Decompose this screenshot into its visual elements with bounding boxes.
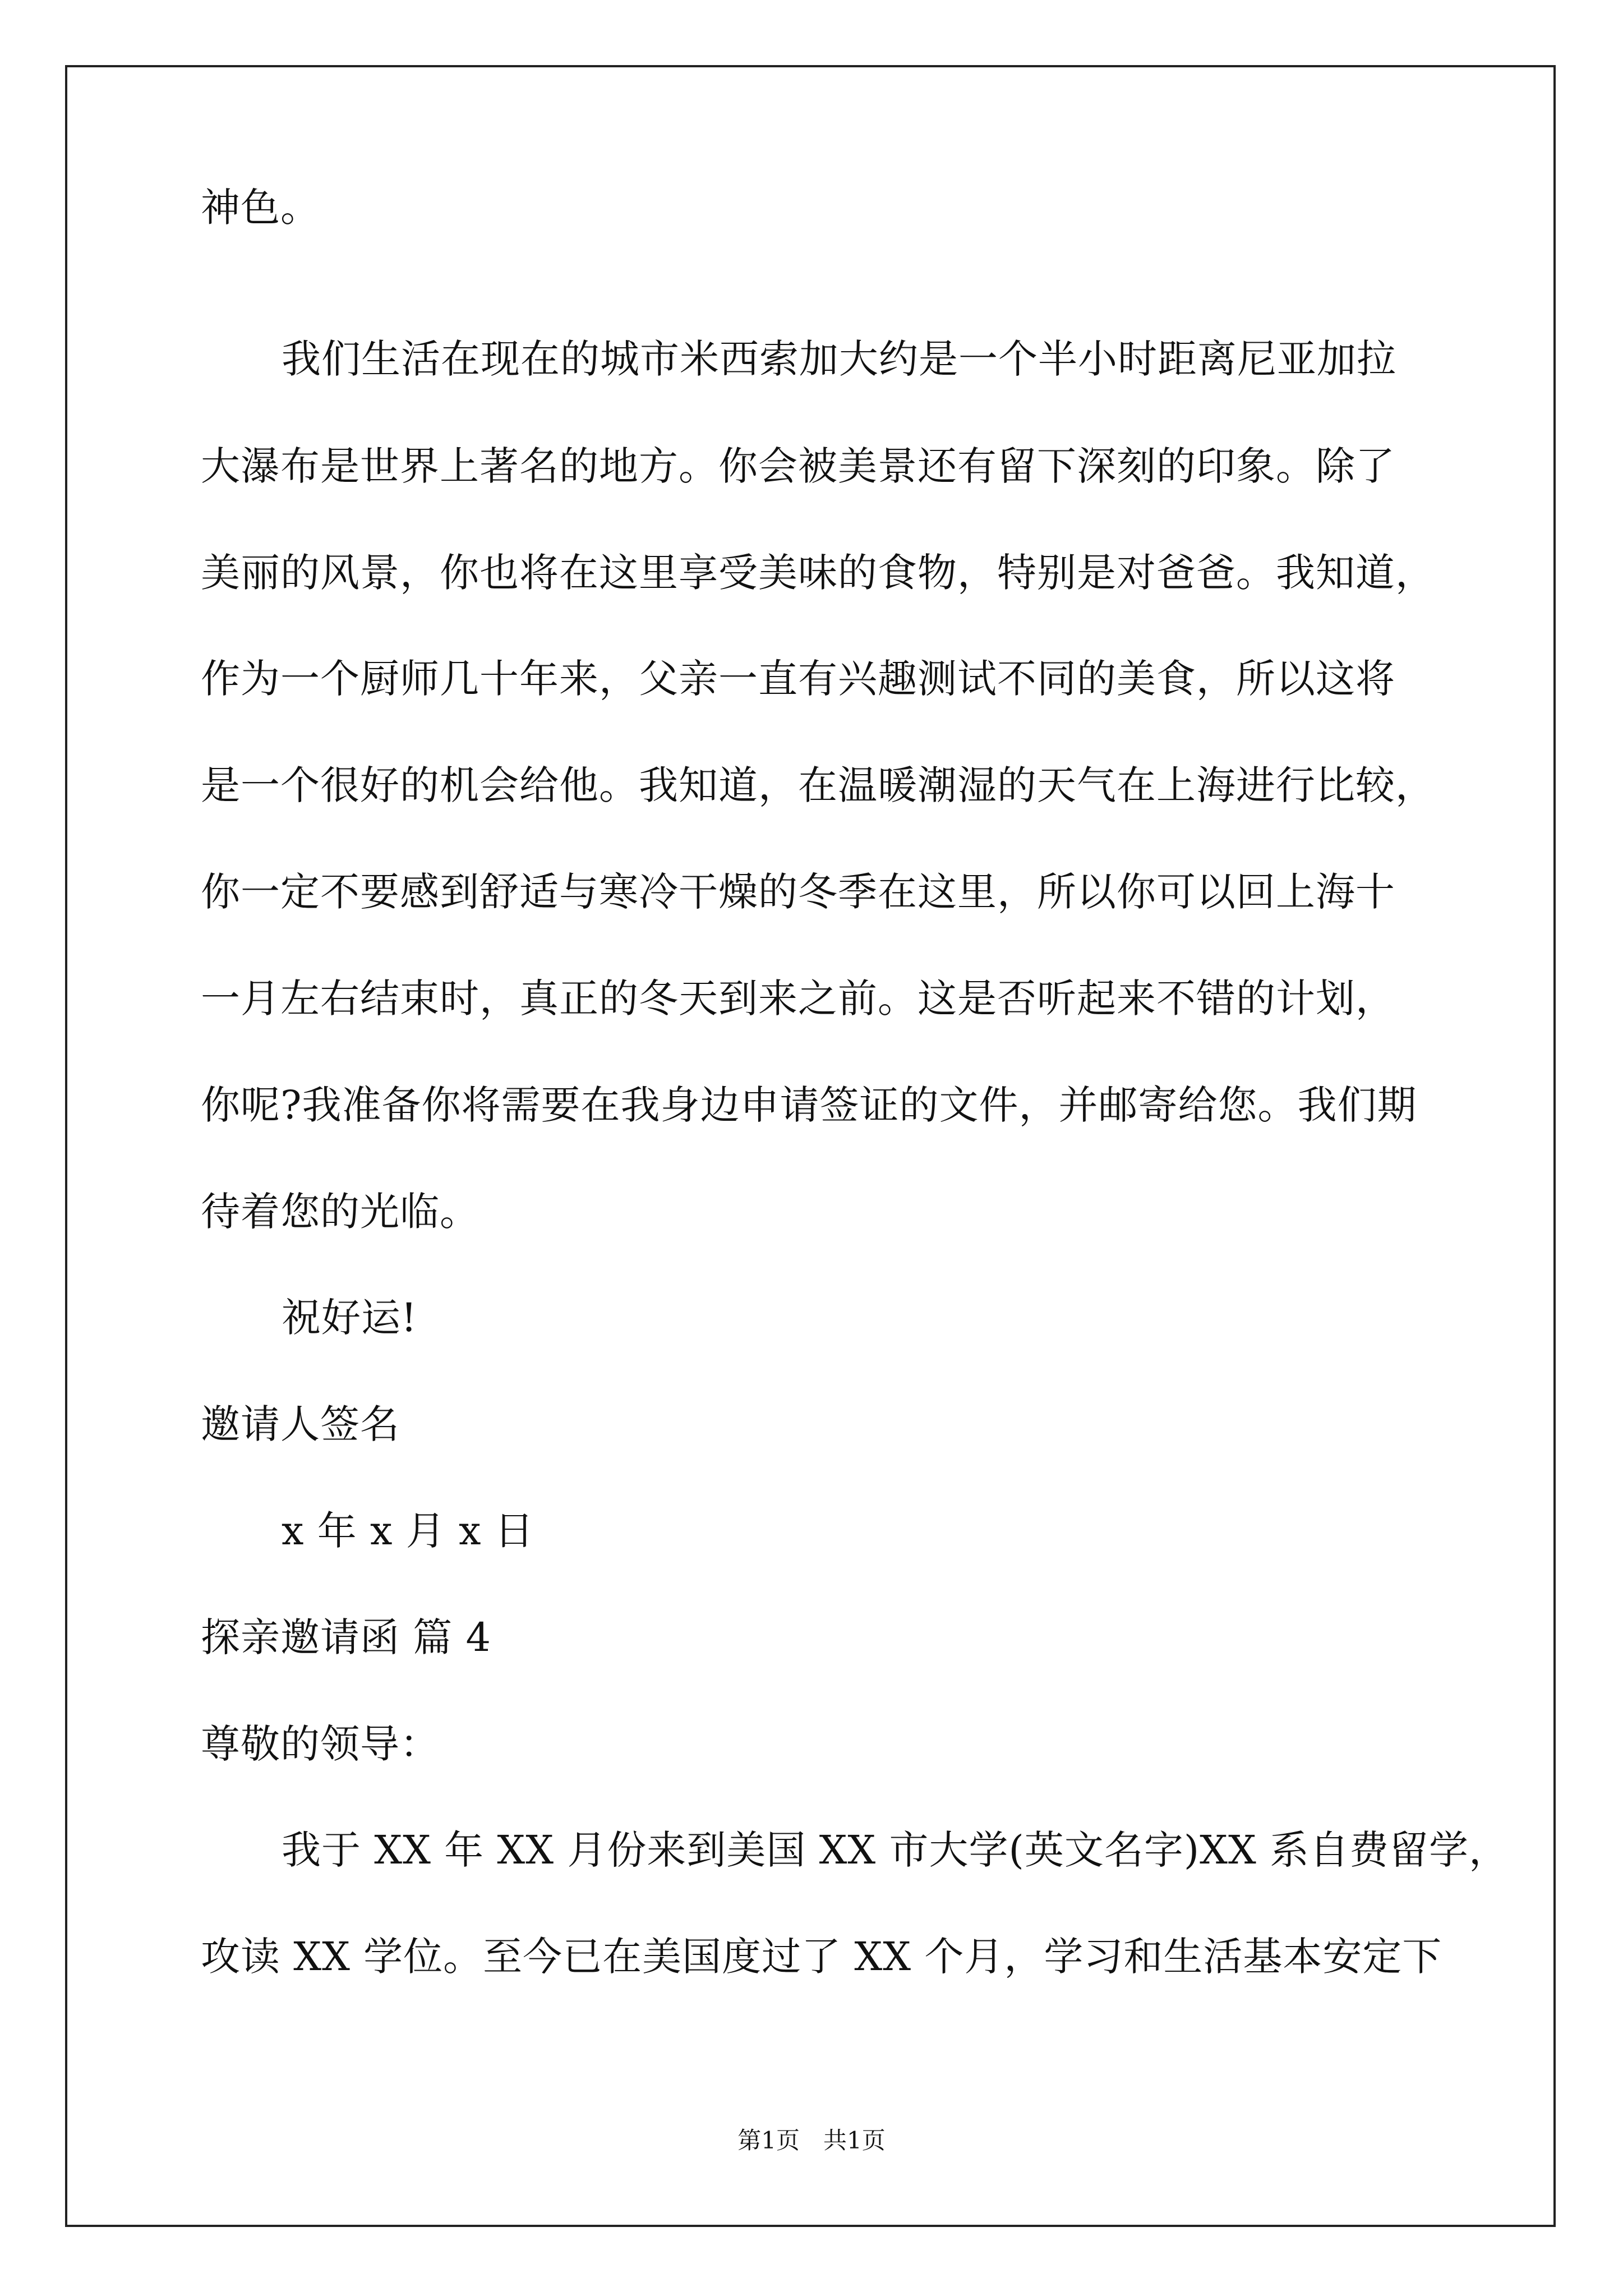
text-line: 神色。 bbox=[201, 185, 320, 231]
closing-wish: 祝好运! bbox=[282, 1295, 418, 1341]
text-line: 我于 XX 年 XX 月份来到美国 XX 市大学(英文名字)XX 系自费留学， bbox=[282, 1827, 1509, 1873]
text-line: 是一个很好的机会给他。我知道，在温暖潮湿的天气在上海进行比较， bbox=[201, 762, 1435, 808]
section-title: 探亲邀请函 篇 4 bbox=[201, 1614, 492, 1660]
date-line: x 年 x 月 x 日 bbox=[282, 1508, 534, 1554]
signature-label: 邀请人签名 bbox=[201, 1401, 400, 1447]
text-line: 待着您的光临。 bbox=[201, 1189, 479, 1235]
text-line: 大瀑布是世界上著名的地方。你会被美景还有留下深刻的印象。除了 bbox=[201, 443, 1395, 489]
page-border bbox=[65, 65, 1556, 2227]
text-line: 我们生活在现在的城市米西索加大约是一个半小时距离尼亚加拉 bbox=[282, 336, 1396, 382]
text-line: 你呢?我准备你将需要在我身边申请签证的文件，并邮寄给您。我们期 bbox=[201, 1082, 1417, 1128]
text-line: 你一定不要感到舒适与寒冷干燥的冬季在这里，所以你可以回上海十 bbox=[201, 869, 1395, 915]
salutation: 尊敬的领导： bbox=[201, 1721, 440, 1767]
page-number: 第1页 共1页 bbox=[737, 2127, 886, 2154]
text-line: 作为一个厨师几十年来，父亲一直有兴趣测试不同的美食，所以这将 bbox=[201, 656, 1395, 702]
text-line: 一月左右结束时，真正的冬天到来之前。这是否听起来不错的计划， bbox=[201, 976, 1395, 1022]
text-line: 攻读 XX 学位。至今已在美国度过了 XX 个月，学习和生活基本安定下 bbox=[201, 1934, 1442, 1980]
text-line: 美丽的风景，你也将在这里享受美味的食物，特别是对爸爸。我知道， bbox=[201, 550, 1435, 596]
